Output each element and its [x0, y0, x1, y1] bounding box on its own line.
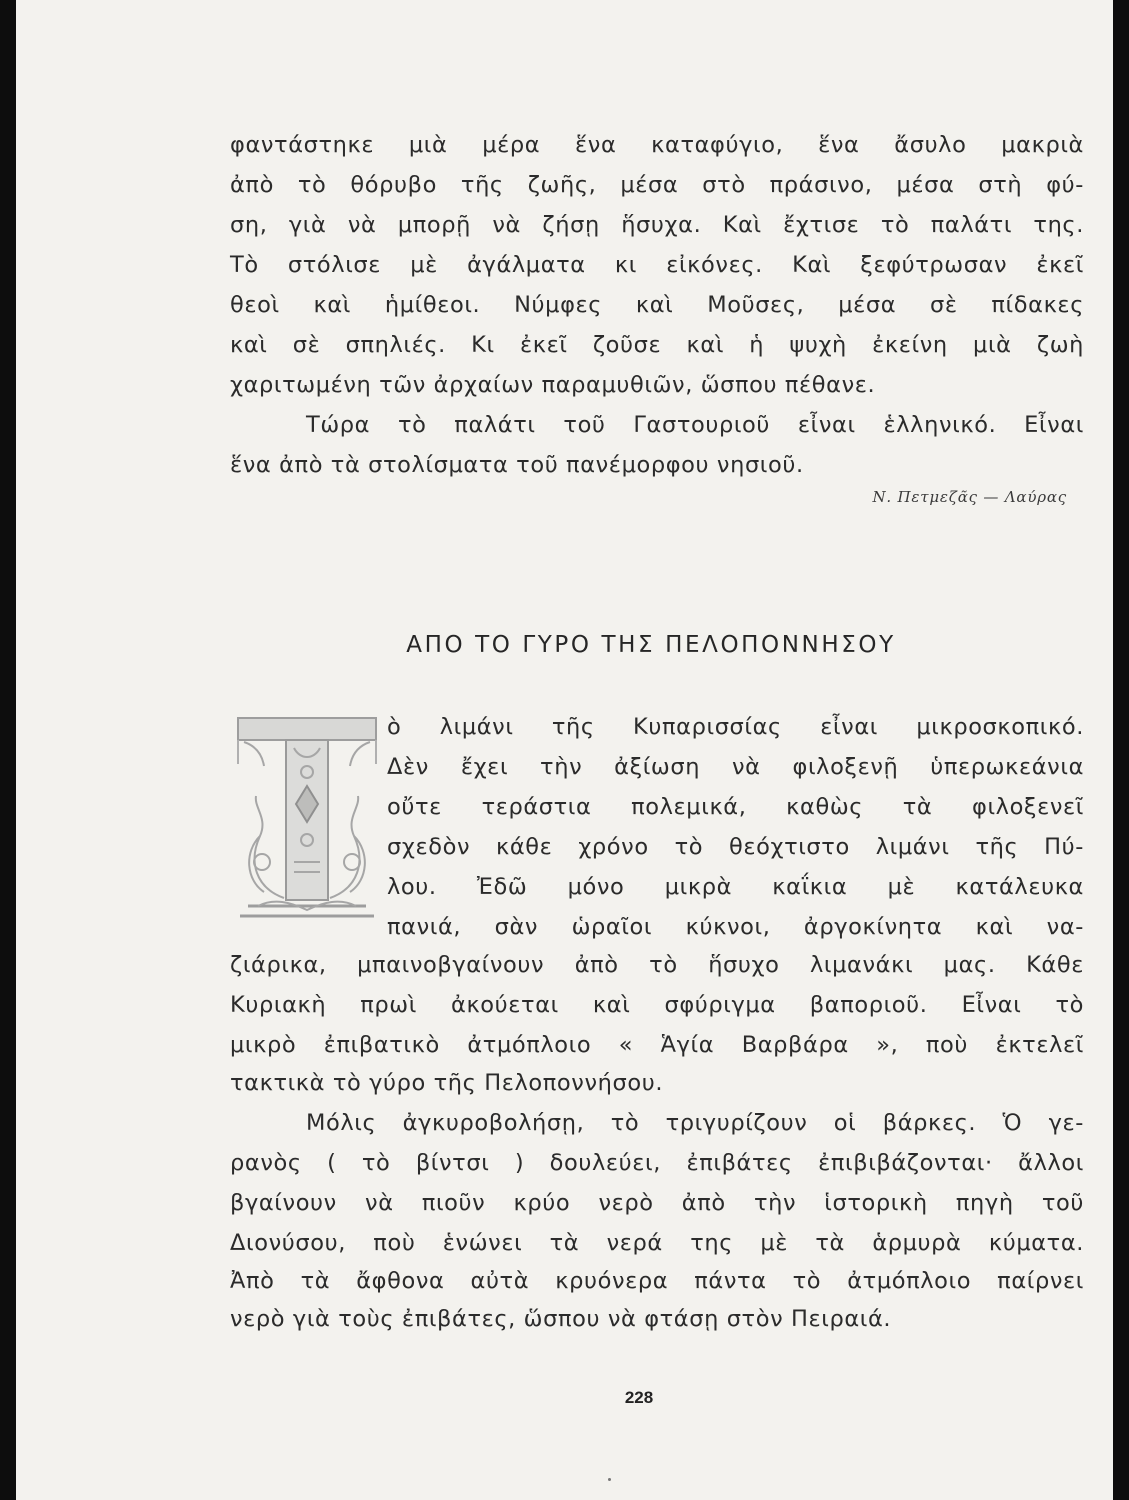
text-line: χαριτωμένη τῶν ἀρχαίων παραμυθιῶν, ὥσπου πέθανε.	[230, 372, 876, 398]
dropcap-ornament	[238, 718, 376, 916]
text-line: ἕνα ἀπὸ τὰ στολίσματα τοῦ πανέμορφου νησιοῦ.	[230, 452, 804, 478]
author-attribution: Ν. Πετμεζᾶς — Λαύρας	[872, 488, 1067, 506]
text-line: ζιάρικα, μπαινοβγαίνουν ἀπὸ τὸ ἥσυχο λιμανάκι μας. Κάθε	[230, 952, 1084, 978]
section-title: ΑΠΟ ΤΟ ΓΥΡΟ ΤΗΣ ΠΕΛΟΠΟΝΝΗΣΟΥ	[406, 632, 896, 658]
text-line: ρανὸς ( τὸ βίντσι ) δουλεύει, ἐπιβάτες ἐπιβιβάζονται· ἄλλοι	[230, 1150, 1084, 1176]
text-line: λου. Ἐδῶ μόνο μικρὰ καΐκια μὲ κατάλευκα	[387, 874, 1084, 900]
text-line: Μόλις ἀγκυροβολήσῃ, τὸ τριγυρίζουν οἱ βάρκες. Ὁ γε-	[306, 1110, 1084, 1136]
text-line: βγαίνουν νὰ πιοῦν κρύο νερὸ ἀπὸ τὴν ἱστορικὴ πηγὴ τοῦ	[230, 1190, 1084, 1216]
text-line: τακτικὰ τὸ γύρο τῆς Πελοποννήσου.	[230, 1070, 664, 1096]
text-line: φαντάστηκε μιὰ μέρα ἕνα καταφύγιο, ἕνα ἄσυλο μακριὰ	[230, 132, 1084, 158]
text-line: Διονύσου, ποὺ ἑνώνει τὰ νερά της μὲ τὰ ἁρμυρὰ κύματα.	[230, 1230, 1084, 1256]
ornamental-dropcap-tau	[234, 712, 380, 924]
text-line: Κυριακὴ πρωὶ ἀκούεται καὶ σφύριγμα βαποριοῦ. Εἶναι τὸ	[230, 992, 1084, 1018]
text-line: Τὸ στόλισε μὲ ἀγάλματα κι εἰκόνες. Καὶ ξεφύτρωσαν ἐκεῖ	[230, 252, 1084, 278]
paper-speck	[608, 1478, 611, 1481]
text-line: Δὲν ἔχει τὴν ἀξίωση νὰ φιλοξενῇ ὑπερωκεάνια	[387, 754, 1084, 780]
text-line: οὔτε τεράστια πολεμικά, καθὼς τὰ φιλοξενεῖ	[387, 794, 1084, 820]
text-line: ὸ λιμάνι τῆς Κυπαρισσίας εἶναι μικροσκοπικό.	[387, 714, 1084, 740]
text-line: θεοὶ καὶ ἡμίθεοι. Νύμφες καὶ Μοῦσες, μέσα σὲ πίδακες	[230, 292, 1084, 318]
text-line: Ἀπὸ τὰ ἄφθονα αὐτὰ κρυόνερα πάντα τὸ ἀτμόπλοιο παίρνει	[230, 1268, 1084, 1294]
text-line: ση, γιὰ νὰ μπορῇ νὰ ζήσῃ ἥσυχα. Καὶ ἔχτισε τὸ παλάτι της.	[230, 212, 1084, 238]
text-line: Τώρα τὸ παλάτι τοῦ Γαστουριοῦ εἶναι ἑλληνικό. Εἶναι	[306, 412, 1084, 438]
text-line: καὶ σὲ σπηλιές. Κι ἐκεῖ ζοῦσε καὶ ἡ ψυχὴ ἐκείνη μιὰ ζωὴ	[230, 332, 1084, 358]
text-line: σχεδὸν κάθε χρόνο τὸ θεόχτιστο λιμάνι τῆς Πύ-	[387, 834, 1084, 860]
text-line: ἀπὸ τὸ θόρυβο τῆς ζωῆς, μέσα στὸ πράσινο, μέσα στὴ φύ-	[230, 172, 1084, 198]
page-number: 228	[624, 1388, 654, 1407]
book-page	[16, 0, 1113, 1500]
text-line: πανιά, σὰν ὡραῖοι κύκνοι, ἀργοκίνητα καὶ να-	[387, 914, 1084, 940]
text-line: νερὸ γιὰ τοὺς ἐπιβάτες, ὥσπου νὰ φτάσῃ στὸν Πειραιά.	[230, 1306, 892, 1332]
text-line: μικρὸ ἐπιβατικὸ ἀτμόπλοιο « Ἁγία Βαρβάρα », ποὺ ἐκτελεῖ	[230, 1032, 1084, 1058]
